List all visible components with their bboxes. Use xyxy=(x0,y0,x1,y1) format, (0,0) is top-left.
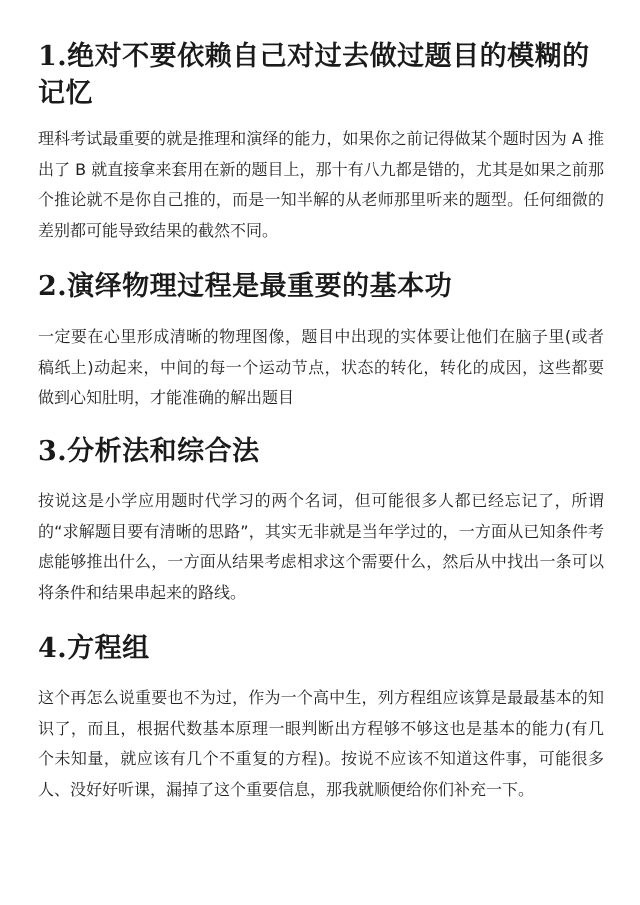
section-3-heading: 3.分析法和综合法 xyxy=(38,436,260,467)
section-4-body: 这个再怎么说重要也不为过，作为一个高中生，列方程组应该算是最最基本的知识了，而且，根据代数基本原理一眼判断出方程够不够这也是基本的能力(有几个未知量，就应该有几个不重复的方程)。按说不应该不知道这件事，可能很多人、没好好听课，漏掉了这个重要信息，那我就顺便给你们补充一下。 xyxy=(38,688,604,799)
section-2-body: 一定要在心里形成清晰的物理图像，题目中出现的实体要让他们在脑子里(或者稿纸上)动起来，中间的每一个运动节点，状态的转化，转化的成因，这些都要做到心知肚明，才能准确的解出题目 xyxy=(38,327,604,407)
section-1-body: 理科考试最重要的就是推理和演绎的能力，如果你之前记得做某个题时因为 A 推出了 B 就直接拿来套用在新的题目上，那十有八九都是错的，尤其是如果之前那个推论就不是你自己推的，而是一知半解的从老师那里听来的题型。任何细微的差别都可能导致结果的截然不同。 xyxy=(38,129,604,240)
section-4-heading: 4.方程组 xyxy=(38,633,150,664)
section-1-heading: 1.绝对不要依赖自己对过去做过题目的模糊的记忆 xyxy=(38,41,590,109)
section-2-heading: 2.演绎物理过程是最重要的基本功 xyxy=(38,271,453,302)
section-3-body: 按说这是小学应用题时代学习的两个名词，但可能很多人都已经忘记了，所谓的“求解题目要有清晰的思路”，其实无非就是当年学过的，一方面从已知条件考虑能够推出什么，一方面从结果考虑相求这个需要什么，然后从中找出一条可以将条件和结果串起来的路线。 xyxy=(38,491,604,602)
